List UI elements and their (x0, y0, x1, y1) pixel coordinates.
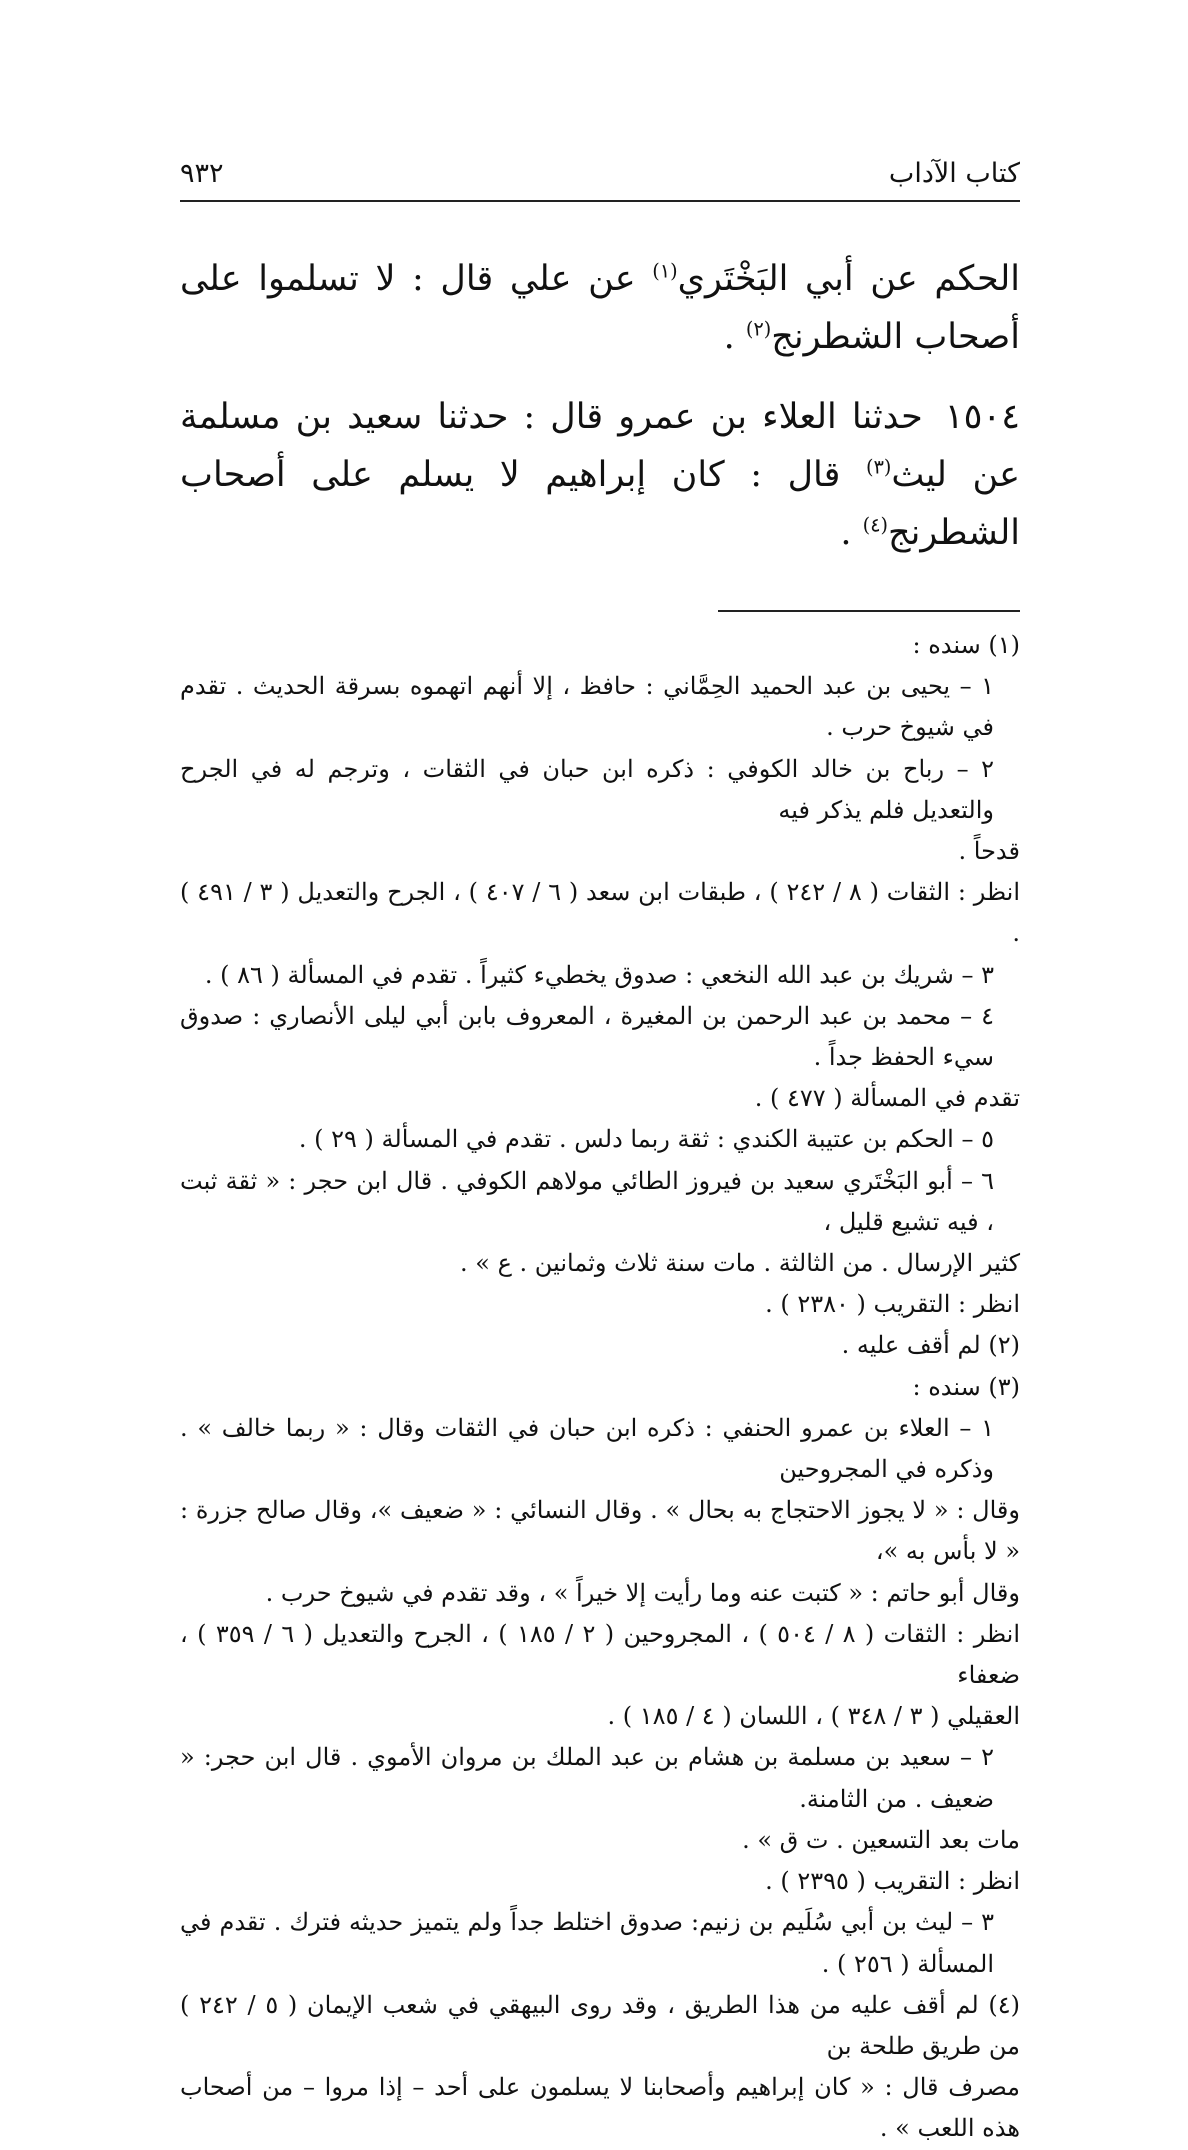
footnote-line: (١) سنده : (912, 631, 1020, 659)
main-text (180, 250, 1020, 562)
footnote-line: انظر : التقريب ( ٢٣٩٥ ) . (765, 1867, 1020, 1896)
footnote-line: وقال أبو حاتم : « كتبت عنه وما رأيت إلا خيراً » ، وقد تقدم في شيوخ حرب . (265, 1578, 1020, 1607)
footnote-line: ٢ – رباح بن خالد الكوفي : ذكره ابن حبان في الثقات ، وترجم له في الجرح والتعديل فلم يذكر فيه (180, 754, 994, 824)
footnote-line: العقيلي ( ٣ / ٣٤٨ ) ، اللسان ( ٤ / ١٨٥ ) . (607, 1702, 1020, 1731)
footnote-line: قدحاً . (958, 837, 1020, 866)
footnote-line: مات بعد التسعين . ت ق » . (742, 1825, 1020, 1854)
entry-number: ١٥٠٤ (944, 397, 1020, 437)
footnote-line: (٣) سنده : (912, 1372, 1020, 1401)
running-header (180, 158, 1020, 189)
text-segment: الحكم عن أبي البَخْتَري (677, 259, 1020, 299)
footnote-line: انظر : الثقات ( ٨ / ٥٠٤ ) ، المجروحين ( ٢ / ١٨٥ ) ، الجرح والتعديل ( ٦ / ٣٥٩ ) ، ضعفاء (180, 1619, 1021, 1690)
footnote-ref: (٢) (745, 317, 772, 341)
footnote-line: ٣ – شريك بن عبد الله النخعي : صدوق يخطيء كثيراً . تقدم في المسألة ( ٨٦ ) . (204, 960, 994, 989)
footnote-line: كثير الإرسال . من الثالثة . مات سنة ثلاث وثمانين . ع » . (460, 1249, 1020, 1278)
footnote-line: تقدم في المسألة ( ٤٧٧ ) . (754, 1084, 1020, 1113)
paragraph-continuation (180, 250, 1020, 366)
footnote-line: مصرف قال : « كان إبراهيم وأصحابنا لا يسلمون على أحد – إذا مروا – من أصحاب هذه اللعب » . (180, 2073, 1020, 2143)
text-segment: . (840, 513, 863, 553)
header-divider (180, 200, 1020, 202)
footnote-line: ٤ – محمد بن عبد الرحمن بن المغيرة ، المعروف بابن أبي ليلى الأنصاري : صدوق سيء الحفظ جداً . (180, 1001, 994, 1072)
footnote-line: وقال : « لا يجوز الاحتجاج به بحال » . وقال النسائي : « ضعيف »، وقال صالح جزرة : « لا بأس به »، (180, 1496, 1020, 1566)
footnote-divider (718, 610, 1020, 612)
footnote-ref: (٣) (865, 455, 892, 479)
entry-1504 (180, 388, 1020, 562)
text-segment: قال : كان إبراهيم لا يسلم على أصحاب الشطرنج (180, 455, 1020, 553)
footnote-ref: (٤) (862, 513, 889, 537)
text-segment: حدثنا العلاء بن عمرو قال : حدثنا سعيد بن مسلمة عن ليث (180, 397, 1020, 495)
text-segment: عن علي قال : لا تسلموا على أصحاب الشطرنج (180, 259, 1020, 357)
footnote-line: ١ – يحيى بن عبد الحميد الحِمَّاني : حافظ ، إلا أنهم اتهموه بسرقة الحديث . تقدم في شيوخ حرب . (180, 672, 994, 742)
footnotes (180, 625, 1020, 2150)
footnote-line: ٦ – أبو البَخْتَري سعيد بن فيروز الطائي مولاهم الكوفي . قال ابن حجر : « ثقة ثبت ، فيه تشيع قليل ، (180, 1166, 994, 1236)
book-title: كتاب الآداب (888, 158, 1020, 189)
footnote-line: ٢ – سعيد بن مسلمة بن هشام بن عبد الملك بن مروان الأموي . قال ابن حجر: « ضعيف . من الثامنة. (180, 1743, 994, 1813)
footnote-line: ٣ – ليث بن أبي سُلَيم بن زنيم: صدوق اختلط جداً ولم يتميز حديثه فترك . تقدم في المسألة ( ٢٥٦ ) . (180, 1908, 994, 1978)
footnote-line: انظر : التقريب ( ٢٣٨٠ ) . (765, 1290, 1020, 1319)
text-segment: . (723, 317, 746, 357)
footnote-line: ٥ – الحكم بن عتيبة الكندي : ثقة ربما دلس . تقدم في المسألة ( ٢٩ ) . (298, 1125, 994, 1154)
page-number: ٩٣٢ (180, 158, 224, 189)
footnote-line: انظر : الثقات ( ٨ / ٢٤٢ ) ، طبقات ابن سعد ( ٦ / ٤٠٧ ) ، الجرح والتعديل ( ٣ / ٤٩١ ) . (180, 878, 1020, 948)
footnote-line: ١ – العلاء بن عمرو الحنفي : ذكره ابن حبان في الثقات وقال : « ربما خالف » . وذكره في المجروحين (180, 1413, 994, 1484)
footnote-line: (٢) لم أقف عليه . (841, 1331, 1020, 1360)
footnote-line: (٤) لم أقف عليه من هذا الطريق ، وقد روى البيهقي في شعب الإيمان ( ٥ / ٢٤٢ ) من طريق طلحة بن (180, 1990, 1021, 2060)
footnote-ref: (١) (652, 259, 678, 283)
